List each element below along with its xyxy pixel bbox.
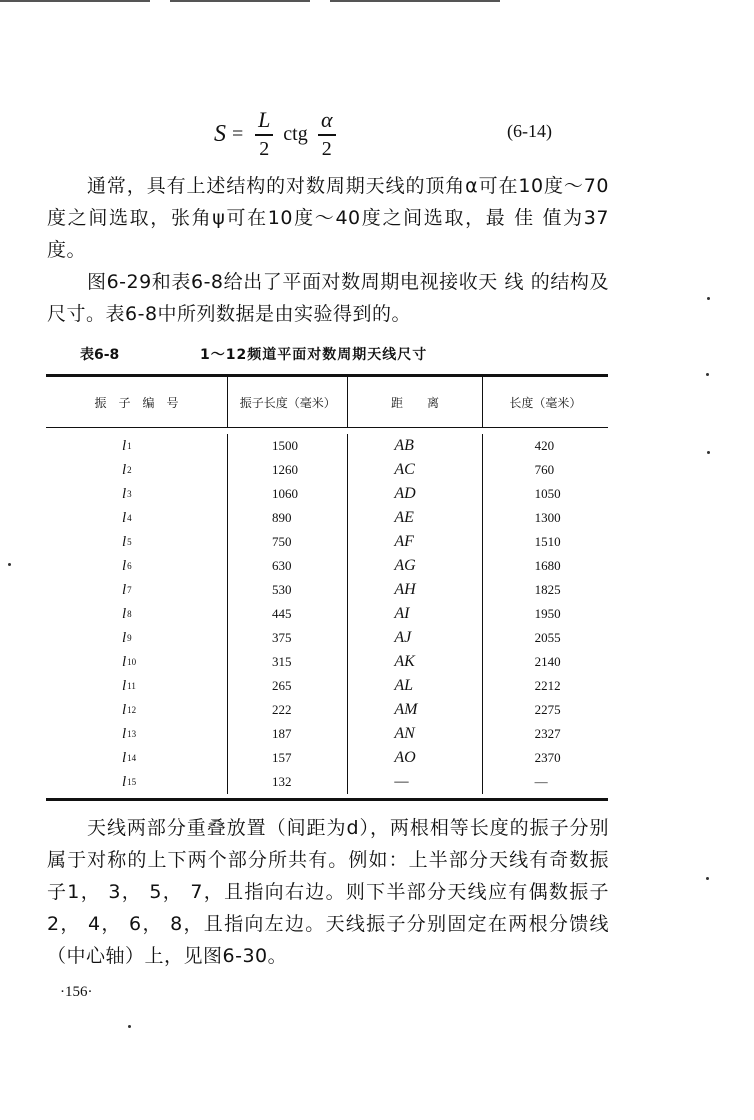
element-symbol: l <box>122 677 127 694</box>
cell-distance: AK <box>394 653 415 670</box>
element-subscript: 12 <box>127 705 137 715</box>
element-symbol: l <box>122 509 127 526</box>
cell-distance: AG <box>394 557 416 574</box>
element-subscript: 9 <box>127 633 132 643</box>
paragraph-3-text: 天线两部分重叠放置（间距为d），两根相等长度的振子分别属于对称的上下两个部分所共有。例如：上半部分天线有奇数振子1， 3， 5， 7，且指向右边。则下半部分天线应有偶数振子2， 4， 6， 8，且指向左边。天线振子分别固定在两根分馈线（中心轴）上，见图6-30。 <box>47 817 609 967</box>
cell-element-id <box>46 482 227 506</box>
fraction-1-denominator: 2 <box>259 137 270 160</box>
element-symbol: l <box>122 485 127 502</box>
cell-element-id <box>46 770 227 794</box>
element-subscript: 4 <box>127 513 132 523</box>
cell-element-id <box>46 530 227 554</box>
cell-distance: AJ <box>394 629 412 646</box>
element-symbol: l <box>122 581 127 598</box>
cell-element-id <box>46 506 227 530</box>
cell-element-length: 222 <box>272 702 292 717</box>
cell-distance-length: 1680 <box>534 558 561 573</box>
element-subscript: 8 <box>127 609 132 619</box>
element-symbol: l <box>122 605 127 622</box>
table-number: 表6-8 <box>80 347 120 363</box>
table-header <box>46 377 608 428</box>
cell-element-length: 890 <box>272 510 292 525</box>
element-subscript: 10 <box>127 657 137 667</box>
element-subscript: 11 <box>127 681 136 691</box>
cell-distance: AE <box>394 509 414 526</box>
element-symbol: l <box>122 629 127 646</box>
cell-distance-length: 2055 <box>534 630 561 645</box>
cell-distance: AN <box>394 725 415 742</box>
element-symbol: l <box>122 701 127 718</box>
element-symbol: l <box>122 461 127 478</box>
cell-distance: AC <box>394 461 415 478</box>
paragraph-3 <box>47 812 609 972</box>
scan-speck <box>707 451 710 454</box>
fraction-2-denominator: 2 <box>321 137 332 160</box>
cell-element-id <box>46 434 227 458</box>
equation-number: (6-14) <box>507 121 552 141</box>
formula-equals: = <box>232 122 244 145</box>
cell-distance-length: 420 <box>534 438 555 453</box>
cell-distance: AD <box>394 485 416 502</box>
element-symbol: l <box>122 557 127 574</box>
cell-distance: AM <box>394 701 418 718</box>
cell-distance-length: 1825 <box>534 582 561 597</box>
cell-element-id <box>46 602 227 626</box>
table-title: 1～12频道平面对数周期天线尺寸 <box>200 347 428 363</box>
cell-distance-length: 1950 <box>534 606 561 621</box>
table-body <box>46 428 608 798</box>
header-distance: 距 离 <box>347 377 481 427</box>
cell-distance: AB <box>394 437 414 454</box>
cell-element-id <box>46 698 227 722</box>
paragraph-1-text: 通常，具有上述结构的对数周期天线的顶角α可在10度～70度之间选取，张角ψ可在10度～40度之间选取，最 佳 值为37度。 <box>47 175 609 261</box>
cell-distance-length: 1510 <box>534 534 561 549</box>
cell-distance: AO <box>394 749 416 766</box>
header-element-id: 振 子 编 号 <box>94 395 179 410</box>
formula-6-14 <box>214 104 342 164</box>
fraction-2-numerator: α <box>320 107 333 133</box>
element-symbol: l <box>122 437 127 454</box>
cell-element-length: 187 <box>272 726 292 741</box>
paragraph-2-text: 图6-29和表6-8给出了平面对数周期电视接收天 线 的结构及尺寸。表6-8中所列数据是由实验得到的。 <box>47 271 609 325</box>
cell-distance-length: 2370 <box>534 750 561 765</box>
column-distance <box>347 434 481 794</box>
cell-element-length: 1500 <box>272 438 299 453</box>
paragraph-1 <box>47 170 609 266</box>
cell-element-id <box>46 722 227 746</box>
cell-element-length: 132 <box>272 774 292 789</box>
cell-element-length: 315 <box>272 654 292 669</box>
cell-element-id <box>46 578 227 602</box>
formula-fraction-1 <box>255 108 273 160</box>
element-subscript: 3 <box>127 489 132 499</box>
element-subscript: 6 <box>127 561 132 571</box>
column-distance-length <box>482 434 608 794</box>
cell-distance-length: 2140 <box>534 654 561 669</box>
scan-speck <box>8 563 11 566</box>
cell-element-length: 265 <box>272 678 292 693</box>
antenna-dimensions-table <box>46 374 608 801</box>
cell-distance-length: 1050 <box>534 486 561 501</box>
page-number: ·156· <box>60 984 93 1000</box>
cell-element-length: 1060 <box>272 486 299 501</box>
header-element-length: 振子长度（毫米） <box>227 377 347 427</box>
header-distance-length: 长度（毫米） <box>482 377 608 427</box>
cell-distance-length: — <box>534 774 548 789</box>
element-subscript: 13 <box>127 729 137 739</box>
cell-element-id <box>46 626 227 650</box>
cell-distance-length: 2275 <box>534 702 561 717</box>
scan-speck <box>707 297 710 300</box>
element-symbol: l <box>122 773 127 790</box>
cell-distance: AL <box>394 677 414 694</box>
cell-element-length: 1260 <box>272 462 299 477</box>
cell-element-length: 530 <box>272 582 292 597</box>
cell-element-length: 445 <box>272 606 292 621</box>
element-subscript: 14 <box>127 753 137 763</box>
cell-distance: — <box>394 773 409 790</box>
cell-element-length: 157 <box>272 750 292 765</box>
cell-element-length: 630 <box>272 558 292 573</box>
cell-distance-length: 1300 <box>534 510 561 525</box>
cell-element-id <box>46 746 227 770</box>
cell-element-id <box>46 458 227 482</box>
column-element-id <box>46 434 227 794</box>
element-subscript: 1 <box>127 441 132 451</box>
element-subscript: 15 <box>127 777 137 787</box>
element-symbol: l <box>122 653 127 670</box>
element-symbol: l <box>122 749 127 766</box>
scan-speck <box>706 373 709 376</box>
scan-speck <box>128 1025 131 1028</box>
cell-distance: AH <box>394 581 416 598</box>
element-subscript: 2 <box>127 465 132 475</box>
formula-fraction-2 <box>318 108 336 160</box>
top-border <box>0 0 754 3</box>
element-symbol: l <box>122 725 127 742</box>
cell-distance: AI <box>394 605 410 622</box>
cell-distance-length: 2327 <box>534 726 561 741</box>
cell-distance-length: 760 <box>534 462 555 477</box>
cell-element-id <box>46 674 227 698</box>
cell-element-length: 375 <box>272 630 292 645</box>
element-symbol: l <box>122 533 127 550</box>
cell-distance-length: 2212 <box>534 678 561 693</box>
cell-element-id <box>46 650 227 674</box>
fraction-1-numerator: L <box>258 107 271 133</box>
cell-element-length: 750 <box>272 534 292 549</box>
paragraph-2 <box>47 266 609 330</box>
cell-distance: AF <box>394 533 414 550</box>
element-subscript: 7 <box>127 585 132 595</box>
cell-element-id <box>46 554 227 578</box>
element-subscript: 5 <box>127 537 132 547</box>
formula-lhs: S <box>214 120 226 147</box>
column-element-length <box>227 434 347 794</box>
formula-function: ctg <box>283 122 308 145</box>
scan-speck <box>706 877 709 880</box>
